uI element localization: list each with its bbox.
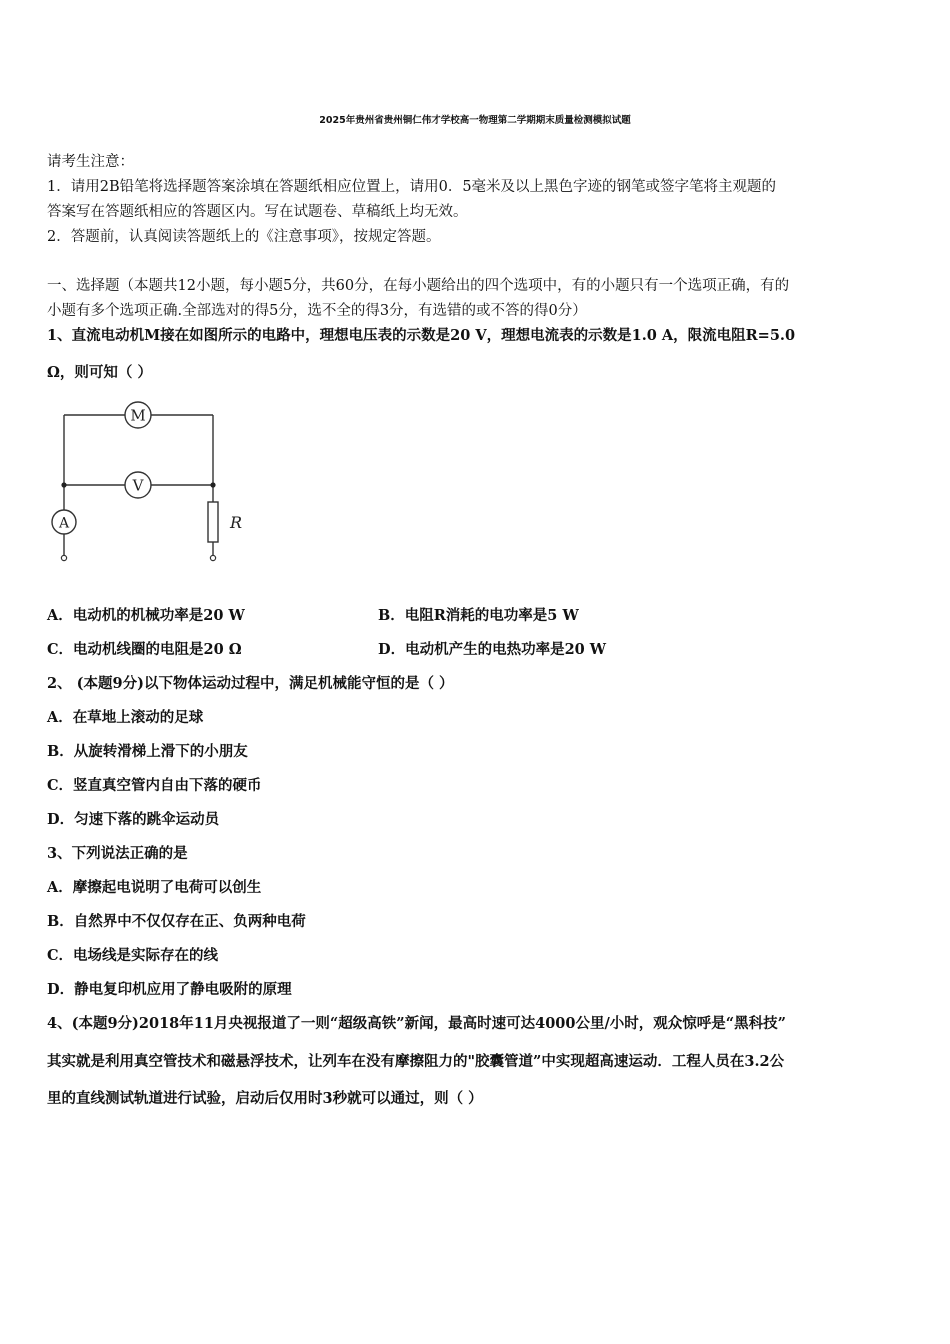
q1-stem-line-2: Ω，则可知（ ） [47, 364, 152, 381]
junction-dot-right [210, 482, 215, 487]
notice-line-1b: 答案写在答题纸相应的答题区内。写在试题卷、草稿纸上均无效。 [47, 204, 468, 220]
q2-option-d: D．匀速下落的跳伞运动员 [47, 811, 220, 828]
terminal-left [61, 555, 66, 560]
notice-line-1a: 1．请用2B铅笔将选择题答案涂填在答题纸相应位置上，请用0．5毫米及以上黑色字迹的钢笔或签字笔将主观题的 [47, 179, 777, 195]
section-intro-line-1: 一、选择题（本题共12小题，每小题5分，共60分，在每小题给出的四个选项中，有的小题只有一个选项正确，有的 [47, 278, 790, 294]
resistor-symbol [208, 502, 242, 542]
q3-option-b: B．自然界中不仅仅存在正、负两种电荷 [47, 913, 306, 930]
q3-option-c: C．电场线是实际存在的线 [47, 947, 219, 964]
q3-option-d: D．静电复印机应用了静电吸附的原理 [47, 981, 292, 998]
q1-option-a: A．电动机的机械功率是20 W [47, 607, 245, 624]
q2-stem: 2、 (本题9分)以下物体运动过程中，满足机械能守恒的是（ ） [47, 675, 454, 692]
q4-stem-line-2: 其实就是利用真空管技术和磁悬浮技术，让列车在没有摩擦阻力的"胶囊管道”中实现超高速运动．工程人员在3.2公 [47, 1053, 785, 1070]
terminal-right [210, 555, 215, 560]
q3-option-a: A．摩擦起电说明了电荷可以创生 [47, 879, 262, 896]
q1-option-c: C．电动机线圈的电阻是20 Ω [47, 641, 242, 658]
page-title: 2025年贵州省贵州铜仁伟才学校高一物理第二学期期末质量检测模拟试题 [319, 115, 631, 126]
q2-option-b: B．从旋转滑梯上滑下的小朋友 [47, 743, 248, 760]
q3-stem: 3、下列说法正确的是 [47, 845, 188, 862]
q1-stem-line-1: 1、直流电动机M接在如图所示的电路中，理想电压表的示数是20 V，理想电流表的示数是1.0 A，限流电阻R=5.0 [47, 327, 796, 344]
notice-heading: 请考生注意： [47, 154, 134, 170]
q2-option-c: C．竖直真空管内自由下落的硬币 [47, 777, 262, 794]
voltmeter-symbol [125, 472, 151, 498]
resistor-label: R [230, 513, 243, 532]
notice-line-2: 2．答题前，认真阅读答题纸上的《注意事项》，按规定答题。 [47, 229, 441, 245]
q4-stem-line-1: 4、(本题9分)2018年11月央视报道了一则“超级高铁”新闻，最高时速可达4000公里/小时，观众惊呼是“黑科技” [47, 1015, 786, 1032]
voltmeter-label: V [132, 476, 144, 495]
ammeter-label: A [58, 515, 70, 532]
ammeter-symbol [52, 510, 76, 534]
section-intro-line-2: 小题有多个选项正确.全部选对的得5分，选不全的得3分，有选错的或不答的得0分） [47, 303, 587, 319]
motor-label: M [130, 406, 146, 425]
motor-symbol [125, 402, 151, 428]
q4-stem-line-3: 里的直线测试轨道进行试验，启动后仅用时3秒就可以通过，则（ ） [47, 1090, 483, 1107]
q1-circuit-diagram [40, 392, 260, 570]
q2-option-a: A．在草地上滚动的足球 [47, 709, 204, 726]
q1-option-d: D．电动机产生的电热功率是20 W [378, 641, 607, 658]
q1-option-b: B．电阻R消耗的电功率是5 W [378, 607, 579, 624]
junction-dot-left [61, 482, 66, 487]
